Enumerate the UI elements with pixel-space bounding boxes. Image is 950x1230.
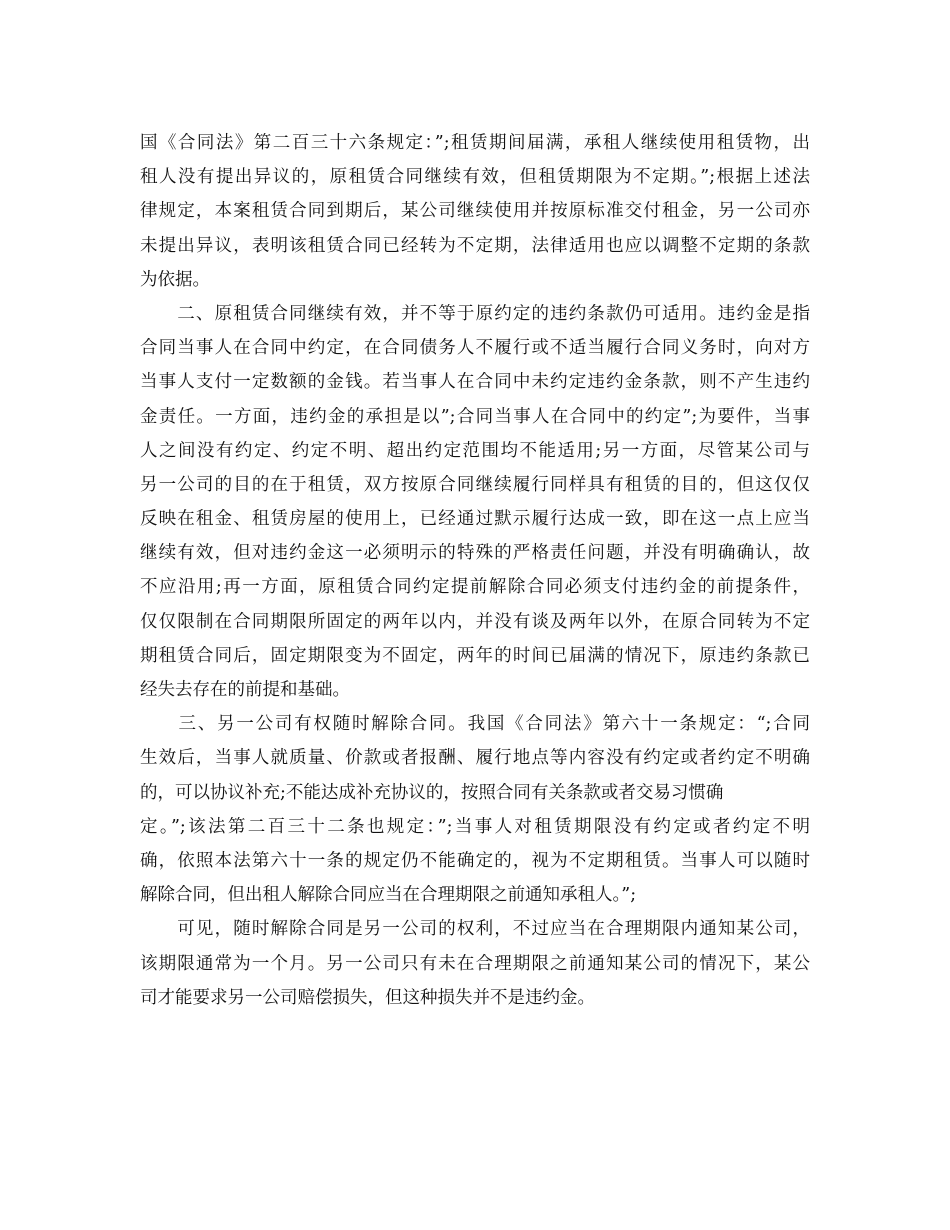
paragraph (140, 707, 810, 912)
paragraph (140, 912, 810, 1015)
text-line: 司才能要求另一公司赔偿损失，但这种损失并不是违约金。 (140, 987, 595, 1008)
text-line: 生效后，当事人就质量、价款或者报酬、履行地点等内容没有约定或者约定不明确 (140, 748, 810, 769)
text-line: 解除合同，但出租人解除合同应当在合理期限之前通知承租人。”; (140, 885, 637, 906)
text-line: 可见，随时解除合同是另一公司的权利，不过应当在合理期限内通知某公司， (140, 919, 810, 940)
text-line: 律规定，本案租赁合同到期后，某公司继续使用并按原标准交付租金，另一公司亦 (140, 201, 810, 222)
text-line: 为依据。 (140, 269, 210, 290)
text-line: 金责任。一方面，违约金的承担是以”;合同当事人在合同中的约定”;为要件，当事 (140, 406, 810, 427)
text-line: 人之间没有约定、约定不明、超出约定范围均不能适用;另一方面，尽管某公司与 (140, 440, 810, 461)
text-line: 二、原租赁合同继续有效，并不等于原约定的违约条款仍可适用。违约金是指 (140, 303, 810, 324)
text-line: 的，可以协议补充;不能达成补充协议的，按照合同有关条款或者交易习惯确 (140, 782, 724, 803)
text-line: 继续有效，但对违约金这一必须明示的特殊的严格责任问题，并没有明确确认，故 (140, 543, 810, 564)
text-line: 经失去存在的前提和基础。 (140, 680, 350, 700)
text-line: 确，依照本法第六十一条的规定仍不能确定的，视为不定期租赁。当事人可以随时 (140, 850, 810, 871)
document-body (140, 126, 810, 1015)
text-line: 国《合同法》第二百三十六条规定：”;租赁期间届满，承租人继续使用租赁物，出 (140, 133, 810, 153)
paragraph (140, 297, 810, 707)
text-line: 租人没有提出异议的，原租赁合同继续有效，但租赁期限为不定期。”;根据上述法 (140, 167, 810, 188)
paragraph (140, 126, 810, 297)
text-line: 仅仅限制在合同期限所固定的两年以内，并没有谈及两年以外，在原合同转为不定 (140, 611, 810, 632)
text-line: 未提出异议，表明该租赁合同已经转为不定期，法律适用也应以调整不定期的条款 (140, 235, 810, 256)
text-line: 合同当事人在合同中约定，在合同债务人不履行或不适当履行合同义务时，向对方 (140, 338, 810, 359)
text-line: 另一公司的目的在于租赁，双方按原合同继续履行同样具有租赁的目的，但这仅仅 (140, 474, 810, 495)
text-line: 定。”;该法第二百三十二条也规定：”;当事人对租赁期限没有约定或者约定不明 (140, 816, 810, 837)
text-line: 期租赁合同后，固定期限变为不固定，两年的时间已届满的情况下，原违约条款已 (140, 645, 810, 666)
text-line: 该期限通常为一个月。另一公司只有未在合理期限之前通知某公司的情况下，某公 (140, 953, 810, 974)
text-line: 不应沿用;再一方面，原租赁合同约定提前解除合同必须支付违约金的前提条件， (140, 577, 810, 598)
text-line: 反映在租金、租赁房屋的使用上，已经通过默示履行达成一致，即在这一点上应当 (140, 509, 810, 530)
text-line: 三、另一公司有权随时解除合同。我国《合同法》第六十一条规定：“;合同 (140, 714, 810, 735)
text-line: 当事人支付一定数额的金钱。若当事人在合同中未约定违约金条款，则不产生违约 (140, 372, 810, 393)
